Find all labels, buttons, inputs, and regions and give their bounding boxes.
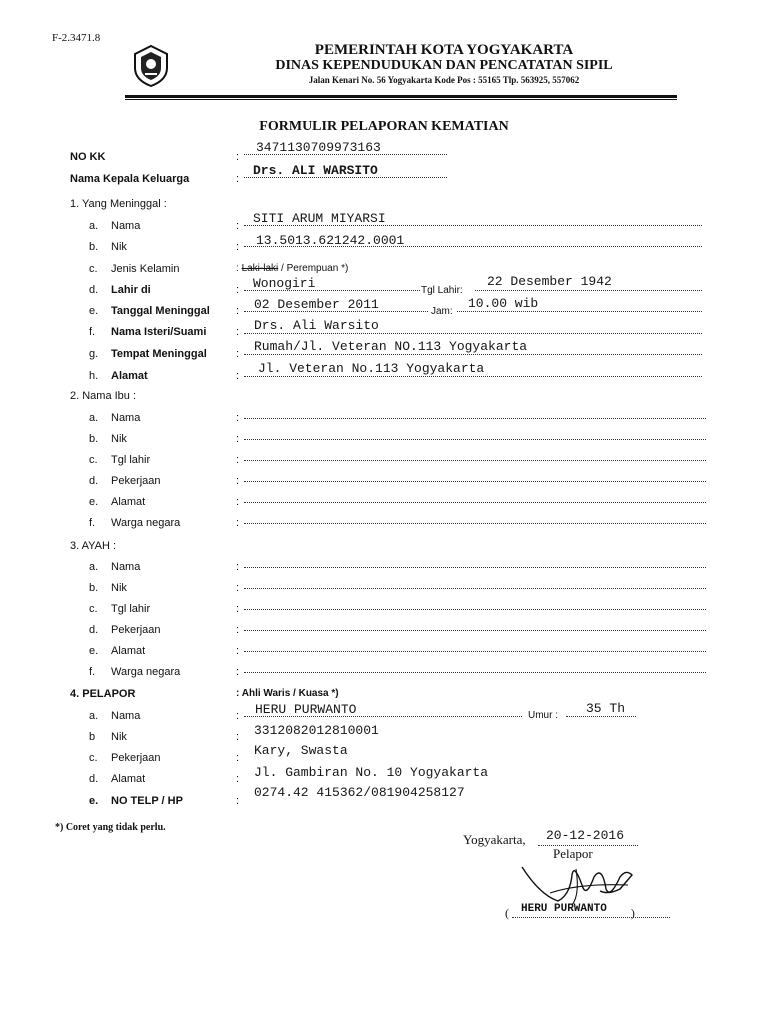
signature-place: Yogyakarta, xyxy=(463,832,526,847)
ibu-field-line xyxy=(244,481,706,482)
form-code: F-2.3471.8 xyxy=(52,32,101,44)
ibu-field-line xyxy=(244,418,706,419)
reporter-phone-label: NO TELP / HP xyxy=(111,795,183,807)
letter: a. xyxy=(89,412,99,424)
colon: : xyxy=(236,220,240,232)
colon: : xyxy=(236,496,240,508)
header-line2: DINAS KEPENDUDUKAN DAN PENCATATAN SIPIL xyxy=(275,58,613,73)
deceased-spouse-value: Drs. Ali Warsito xyxy=(254,318,379,333)
header-rule-thick xyxy=(125,95,677,98)
deceased-spouse-label: Nama Isteri/Suami xyxy=(111,326,207,338)
section-reporter-heading: 4. PELAPOR xyxy=(70,688,136,700)
deceased-deathplace-label: Tempat Meninggal xyxy=(111,348,207,360)
letter: b. xyxy=(89,582,99,594)
colon: : xyxy=(236,412,240,424)
letter: c. xyxy=(89,263,98,275)
letter: c. xyxy=(89,752,98,764)
signature-date: 20-12-2016 xyxy=(546,828,625,843)
colon: : xyxy=(236,370,240,382)
reporter-age-value: 35 Th xyxy=(586,701,626,716)
colon: : xyxy=(236,454,240,466)
letter: c. xyxy=(89,603,98,615)
ibu-field-label: Warga negara xyxy=(111,517,181,529)
nokk-value: 3471130709973163 xyxy=(256,140,381,155)
dotted-line xyxy=(244,376,702,377)
reporter-address-value: Jl. Gambiran No. 10 Yogyakarta xyxy=(254,765,489,780)
kepala-label: Nama Kepala Keluarga xyxy=(70,173,190,185)
section-mother-heading: 2. Nama Ibu : xyxy=(70,390,137,402)
ayah-field-label: Alamat xyxy=(111,645,146,657)
nokk-label: NO KK xyxy=(70,151,106,163)
deceased-nama-value: SITI ARUM MIYARSI xyxy=(253,211,386,226)
colon: : xyxy=(236,795,240,807)
colon: : xyxy=(236,241,240,253)
colon: : xyxy=(236,710,240,722)
reporter-nik-value: 3312082012810001 xyxy=(254,723,379,738)
letter: b. xyxy=(89,241,99,253)
kepala-value: Drs. ALI WARSITO xyxy=(253,163,378,178)
deceased-birthplace-label: Lahir di xyxy=(111,284,151,296)
colon: : xyxy=(236,773,240,785)
ibu-field-line xyxy=(244,439,706,440)
colon: : xyxy=(236,731,240,743)
ibu-field-line xyxy=(244,523,706,524)
letter: d. xyxy=(89,773,99,785)
deceased-nama-label: Nama xyxy=(111,220,141,232)
colon: : xyxy=(236,582,240,594)
gender-option-struck: Laki-laki xyxy=(241,263,279,274)
dotted-line xyxy=(512,917,670,918)
header-address: Jalan Kenari No. 56 Yogyakarta Kode Pos : 55165 Tlp. 563925, 557062 xyxy=(308,75,580,85)
reporter-address-label: Alamat xyxy=(111,773,146,785)
letter: c. xyxy=(89,454,98,466)
ayah-field-line xyxy=(244,672,706,673)
gender-option-rest: / Perempuan *) xyxy=(281,263,349,274)
deceased-deathdate-label: Tanggal Meninggal xyxy=(111,305,210,317)
deceased-birthdate-label: Tgl Lahir: xyxy=(421,285,463,296)
letter: d. xyxy=(89,284,99,296)
letter: h. xyxy=(89,370,99,382)
ayah-field-label: Pekerjaan xyxy=(111,624,161,636)
letter: f. xyxy=(89,326,96,338)
colon: : xyxy=(236,475,240,487)
deceased-time-label: Jam: xyxy=(431,306,453,317)
section-father-heading: 3. AYAH : xyxy=(70,540,117,552)
ibu-field-label: Nama xyxy=(111,412,141,424)
ayah-field-line xyxy=(244,609,706,610)
reporter-job-label: Pekerjaan xyxy=(111,752,161,764)
deceased-deathplace-value: Rumah/Jl. Veteran NO.113 Yogyakarta xyxy=(254,339,528,354)
ayah-field-label: Tgl lahir xyxy=(111,603,151,615)
colon: : xyxy=(236,433,240,445)
deceased-gender-label: Jenis Kelamin xyxy=(111,263,180,275)
deceased-nik-label: Nik xyxy=(111,241,127,253)
letter: b. xyxy=(89,433,99,445)
deceased-nik-value: 13.5013.621242.0001 xyxy=(256,233,405,248)
deceased-gender-options: : Laki-laki / Perempuan *) xyxy=(236,263,349,274)
ayah-field-label: Nik xyxy=(111,582,127,594)
deceased-deathdate-value: 02 Desember 2011 xyxy=(254,297,379,312)
letter: d. xyxy=(89,624,99,636)
handwritten-signature xyxy=(510,855,640,910)
colon: : xyxy=(236,603,240,615)
colon: : xyxy=(236,624,240,636)
signature-paren-open: ( xyxy=(505,906,509,920)
ayah-field-line xyxy=(244,567,706,568)
letter: d. xyxy=(89,475,99,487)
ayah-field-label: Warga negara xyxy=(111,666,181,678)
reporter-phone-value: 0274.42 415362/081904258127 xyxy=(254,785,465,800)
signature-name-line xyxy=(505,903,635,921)
reporter-nama-value: HERU PURWANTO xyxy=(255,702,357,717)
letter: f. xyxy=(89,666,96,678)
dotted-line xyxy=(457,311,702,312)
reporter-nama-label: Nama xyxy=(111,710,141,722)
dotted-line xyxy=(475,290,702,291)
ayah-field-line xyxy=(244,630,706,631)
signature-role: Pelapor xyxy=(553,846,593,861)
reporter-age-label: Umur : xyxy=(528,710,558,721)
ibu-field-label: Alamat xyxy=(111,496,146,508)
ibu-field-label: Tgl lahir xyxy=(111,454,151,466)
form-title: FORMULIR PELAPORAN KEMATIAN xyxy=(259,119,509,134)
colon: : xyxy=(236,348,240,360)
letter: e. xyxy=(89,305,99,317)
reporter-role: : Ahli Waris / Kuasa *) xyxy=(236,688,339,699)
letter: a. xyxy=(89,561,99,573)
ayah-field-label: Nama xyxy=(111,561,141,573)
deceased-address-label: Alamat xyxy=(111,370,148,382)
colon: : xyxy=(236,517,240,529)
ibu-field-label: Pekerjaan xyxy=(111,475,161,487)
deceased-birthdate-value: 22 Desember 1942 xyxy=(487,274,612,289)
footnote: *) Coret yang tidak perlu. xyxy=(55,822,166,833)
colon: : xyxy=(236,284,240,296)
ibu-field-label: Nik xyxy=(111,433,127,445)
letter: g. xyxy=(89,348,99,360)
letter: e. xyxy=(89,645,99,657)
letter: f. xyxy=(89,517,96,529)
signature-paren-close: ) xyxy=(630,906,635,920)
colon: : xyxy=(236,645,240,657)
letter: a. xyxy=(89,220,99,232)
header-rule-thin xyxy=(125,99,677,100)
colon: : xyxy=(236,151,240,163)
ibu-field-line xyxy=(244,460,706,461)
deceased-address-value: Jl. Veteran No.113 Yogyakarta xyxy=(258,361,485,376)
signature-name: HERU PURWANTO xyxy=(521,903,607,915)
ayah-field-line xyxy=(244,588,706,589)
deceased-birthplace-value: Wonogiri xyxy=(253,276,316,291)
dotted-line xyxy=(244,354,702,355)
deceased-time-value: 10.00 wib xyxy=(468,296,539,311)
section-deceased-heading: 1. Yang Meninggal : xyxy=(70,198,167,210)
ayah-field-line xyxy=(244,651,706,652)
letter: e. xyxy=(89,496,99,508)
ibu-field-line xyxy=(244,502,706,503)
colon: : xyxy=(236,305,240,317)
colon: : xyxy=(236,561,240,573)
colon: : xyxy=(236,326,240,338)
header-line1: PEMERINTAH KOTA YOGYAKARTA xyxy=(314,42,574,58)
colon: : xyxy=(236,666,240,678)
reporter-job-value: Kary, Swasta xyxy=(254,743,348,758)
dotted-line xyxy=(244,333,702,334)
letter: b xyxy=(89,731,96,743)
dotted-line xyxy=(566,716,636,717)
colon: : xyxy=(236,752,240,764)
colon: : xyxy=(236,173,240,185)
reporter-nik-label: Nik xyxy=(111,731,127,743)
letter: a. xyxy=(89,710,99,722)
letter: e. xyxy=(89,795,99,807)
